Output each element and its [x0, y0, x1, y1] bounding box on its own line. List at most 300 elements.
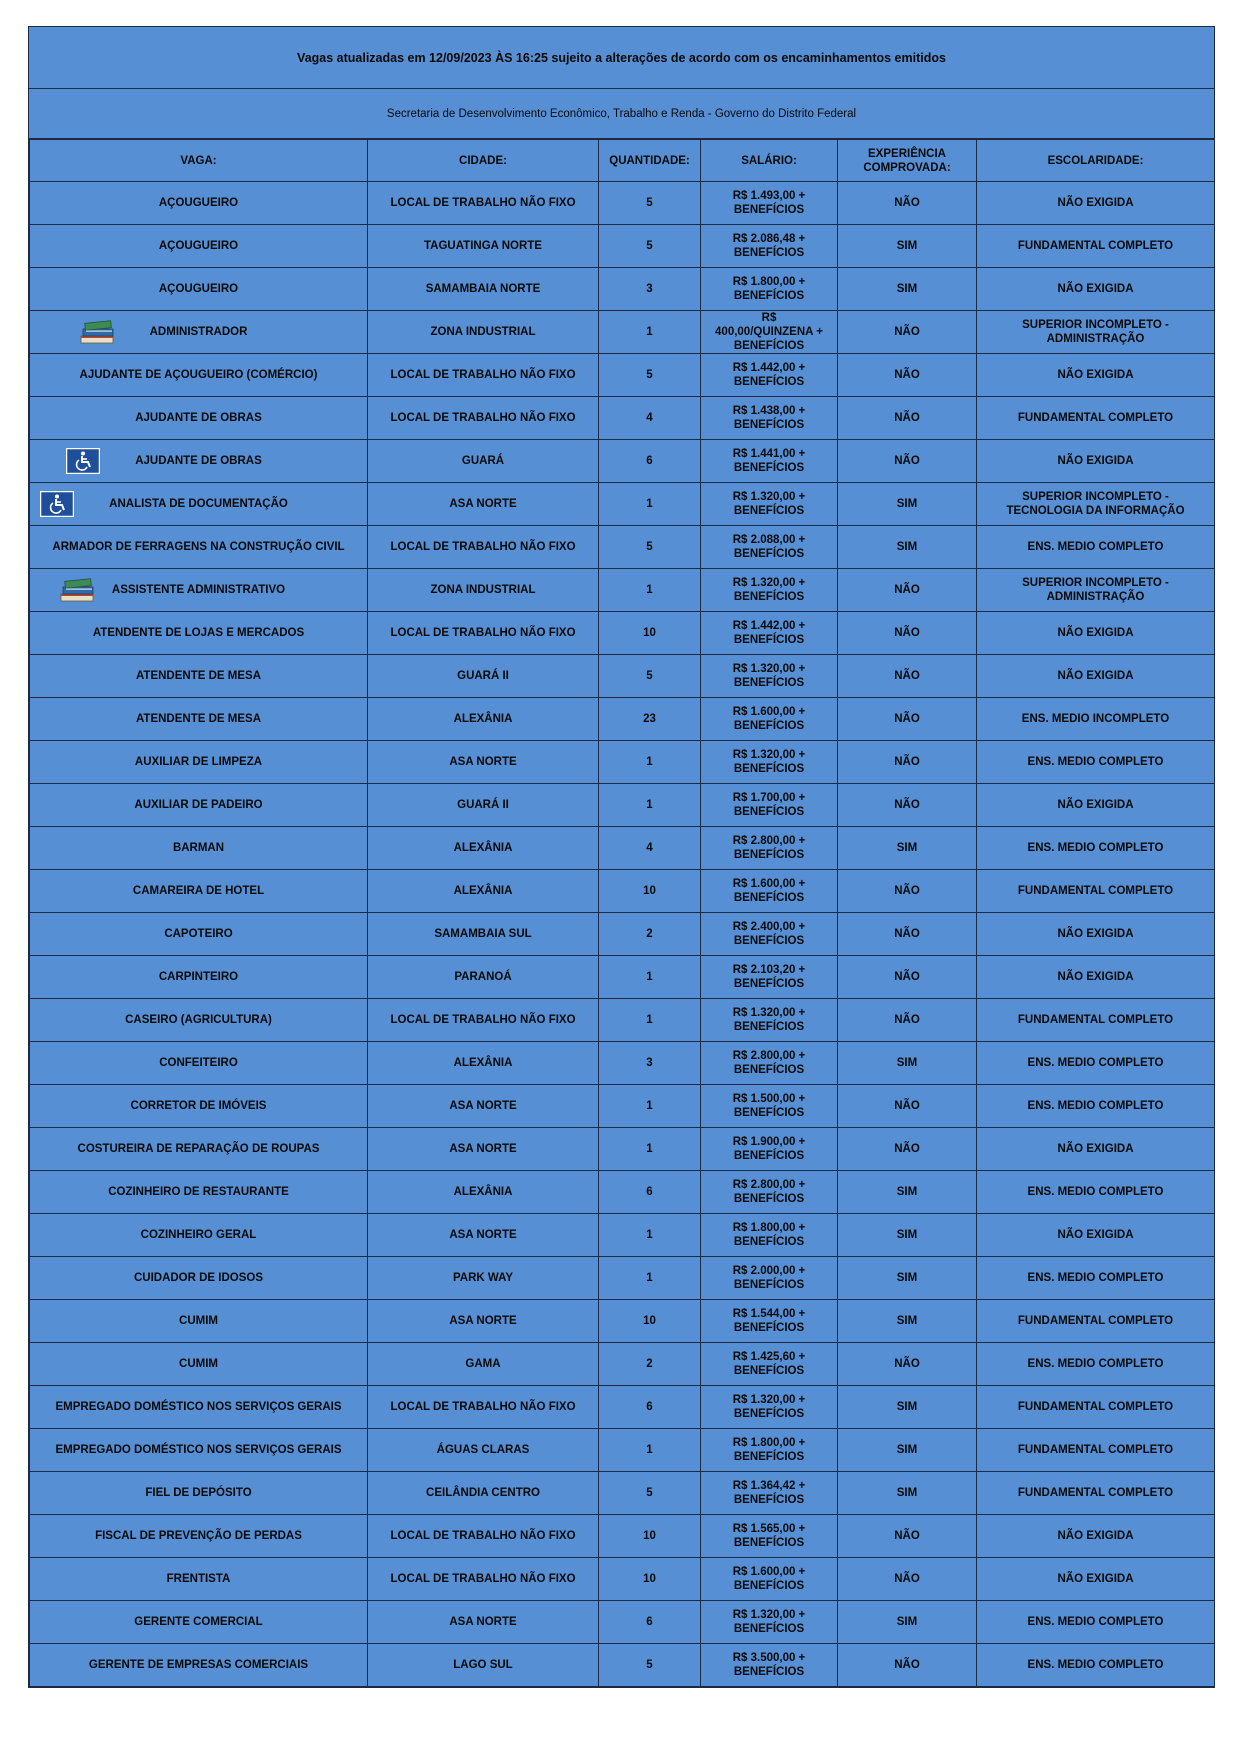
cell-quantidade	[599, 1472, 701, 1515]
cell-text: R$ 1.442,00 + BENEFÍCIOS	[732, 620, 806, 646]
cell-vaga	[30, 1343, 368, 1386]
cell-salario	[701, 1472, 838, 1515]
column-header-salario: SALÁRIO:	[701, 140, 838, 182]
cell-vaga	[30, 354, 368, 397]
cell-experiencia	[838, 698, 977, 741]
cell-text: NÃO EXIGIDA	[1057, 928, 1134, 940]
cell-vaga	[30, 1042, 368, 1085]
cell-salario	[701, 569, 838, 612]
cell-salario	[701, 311, 838, 354]
table-row	[30, 741, 1215, 784]
cell-escolaridade	[977, 741, 1215, 784]
cell-vaga	[30, 870, 368, 913]
cell-quantidade	[599, 1343, 701, 1386]
cell-escolaridade	[977, 569, 1215, 612]
cell-text: ASA NORTE	[449, 1100, 517, 1112]
cell-escolaridade	[977, 1214, 1215, 1257]
cell-text: 1	[646, 1143, 653, 1155]
cell-experiencia	[838, 526, 977, 569]
cell-vaga	[30, 569, 368, 612]
cell-escolaridade	[977, 612, 1215, 655]
cell-text: AÇOUGUEIRO	[158, 240, 239, 252]
cell-text: NÃO EXIGIDA	[1057, 197, 1134, 209]
table-row	[30, 268, 1215, 311]
cell-text: NÃO	[894, 627, 920, 639]
update-notice: Vagas atualizadas em 12/09/2023 ÀS 16:25 sujeito a alterações de acordo com os encaminhamentos emitidos	[29, 27, 1214, 89]
cell-escolaridade	[977, 1343, 1215, 1386]
cell-text: CAMAREIRA DE HOTEL	[132, 885, 265, 897]
cell-text: R$ 1.800,00 + BENEFÍCIOS	[732, 1222, 806, 1248]
cell-cidade	[368, 1386, 599, 1429]
cell-cidade	[368, 741, 599, 784]
cell-cidade	[368, 354, 599, 397]
cell-cidade	[368, 1601, 599, 1644]
cell-vaga	[30, 698, 368, 741]
cell-text: ASA NORTE	[449, 1616, 517, 1628]
cell-text: ASA NORTE	[449, 1229, 517, 1241]
cell-text: NÃO EXIGIDA	[1057, 369, 1134, 381]
cell-text: R$ 2.088,00 + BENEFÍCIOS	[732, 534, 806, 560]
cell-text: R$ 1.438,00 + BENEFÍCIOS	[732, 405, 806, 431]
cell-text: AÇOUGUEIRO	[158, 283, 239, 295]
cell-cidade	[368, 1472, 599, 1515]
cell-vaga	[30, 311, 368, 354]
cell-text: NÃO	[894, 971, 920, 983]
cell-vaga	[30, 1558, 368, 1601]
table-row	[30, 440, 1215, 483]
cell-experiencia	[838, 1386, 977, 1429]
cell-text: NÃO	[894, 670, 920, 682]
cell-quantidade	[599, 354, 701, 397]
cell-text: FUNDAMENTAL COMPLETO	[1017, 1487, 1174, 1499]
cell-text: LOCAL DE TRABALHO NÃO FIXO	[390, 1573, 576, 1585]
cell-cidade	[368, 956, 599, 999]
cell-text: GAMA	[465, 1358, 501, 1370]
cell-text: FUNDAMENTAL COMPLETO	[1017, 885, 1174, 897]
cell-text: NÃO	[894, 1100, 920, 1112]
cell-text: LOCAL DE TRABALHO NÃO FIXO	[390, 197, 576, 209]
table-row	[30, 569, 1215, 612]
cell-experiencia	[838, 569, 977, 612]
cell-cidade	[368, 1429, 599, 1472]
cell-text: R$ 1.320,00 + BENEFÍCIOS	[732, 1394, 806, 1420]
books-icon	[78, 317, 118, 347]
cell-experiencia	[838, 1472, 977, 1515]
cell-experiencia	[838, 655, 977, 698]
cell-text: FIEL DE DEPÓSITO	[145, 1487, 252, 1499]
cell-text: R$ 400,00/QUINZENA + BENEFÍCIOS	[715, 312, 823, 352]
cell-text: 1	[646, 326, 653, 338]
cell-text: 1	[646, 584, 653, 596]
cell-vaga	[30, 655, 368, 698]
cell-vaga	[30, 440, 368, 483]
cell-text: ASA NORTE	[449, 498, 517, 510]
cell-text: ZONA INDUSTRIAL	[430, 584, 536, 596]
cell-vaga	[30, 1601, 368, 1644]
cell-text: R$ 1.320,00 + BENEFÍCIOS	[732, 749, 806, 775]
cell-text: FUNDAMENTAL COMPLETO	[1017, 1444, 1174, 1456]
cell-text: SUPERIOR INCOMPLETO - ADMINISTRAÇÃO	[1022, 319, 1169, 345]
cell-escolaridade	[977, 870, 1215, 913]
cell-text: NÃO EXIGIDA	[1057, 1573, 1134, 1585]
cell-quantidade	[599, 1042, 701, 1085]
cell-text: ZONA INDUSTRIAL	[430, 326, 536, 338]
cell-text: 4	[646, 842, 653, 854]
cell-experiencia	[838, 483, 977, 526]
cell-experiencia	[838, 268, 977, 311]
cell-quantidade	[599, 698, 701, 741]
cell-text: CONFEITEIRO	[159, 1057, 238, 1069]
cell-escolaridade	[977, 311, 1215, 354]
cell-text: R$ 2.103,20 + BENEFÍCIOS	[732, 964, 806, 990]
cell-text: LOCAL DE TRABALHO NÃO FIXO	[390, 541, 576, 553]
cell-text: NÃO	[894, 1358, 920, 1370]
cell-text: R$ 2.086,48 + BENEFÍCIOS	[732, 233, 806, 259]
wheelchair-icon	[40, 491, 74, 517]
cell-vaga	[30, 784, 368, 827]
table-row	[30, 1042, 1215, 1085]
cell-vaga	[30, 999, 368, 1042]
cell-text: ENS. MEDIO COMPLETO	[1027, 1272, 1164, 1284]
cell-salario	[701, 1085, 838, 1128]
cell-text: ALEXÂNIA	[453, 842, 513, 854]
cell-cidade	[368, 1171, 599, 1214]
cell-experiencia	[838, 913, 977, 956]
cell-text: 5	[646, 541, 653, 553]
cell-text: GUARÁ	[461, 455, 505, 467]
cell-text: SIM	[896, 1315, 918, 1327]
cell-escolaridade	[977, 1257, 1215, 1300]
cell-experiencia	[838, 1042, 977, 1085]
cell-quantidade	[599, 1128, 701, 1171]
cell-text: FUNDAMENTAL COMPLETO	[1017, 1014, 1174, 1026]
cell-salario	[701, 1214, 838, 1257]
cell-quantidade	[599, 1644, 701, 1687]
cell-cidade	[368, 1214, 599, 1257]
cell-cidade	[368, 440, 599, 483]
cell-experiencia	[838, 1214, 977, 1257]
cell-quantidade	[599, 956, 701, 999]
cell-quantidade	[599, 483, 701, 526]
cell-escolaridade	[977, 827, 1215, 870]
cell-cidade	[368, 526, 599, 569]
table-row	[30, 1558, 1215, 1601]
cell-text: GUARÁ II	[457, 670, 509, 682]
cell-quantidade	[599, 1214, 701, 1257]
cell-quantidade	[599, 569, 701, 612]
cell-escolaridade	[977, 483, 1215, 526]
cell-text: 1	[646, 1014, 653, 1026]
cell-text: 10	[643, 885, 656, 897]
cell-text: LOCAL DE TRABALHO NÃO FIXO	[390, 369, 576, 381]
cell-text: 1	[646, 1100, 653, 1112]
cell-vaga	[30, 827, 368, 870]
cell-text: 5	[646, 1659, 653, 1671]
table-row	[30, 1214, 1215, 1257]
cell-text: SIM	[896, 1229, 918, 1241]
column-header-quantidade: QUANTIDADE:	[599, 140, 701, 182]
cell-salario	[701, 526, 838, 569]
cell-text: SIM	[896, 1272, 918, 1284]
cell-escolaridade	[977, 698, 1215, 741]
cell-text: AJUDANTE DE OBRAS	[135, 412, 262, 424]
cell-salario	[701, 870, 838, 913]
cell-quantidade	[599, 612, 701, 655]
cell-text: ASA NORTE	[449, 1143, 517, 1155]
cell-text: ENS. MEDIO COMPLETO	[1027, 756, 1164, 768]
cell-escolaridade	[977, 526, 1215, 569]
cell-escolaridade	[977, 913, 1215, 956]
cell-quantidade	[599, 397, 701, 440]
cell-vaga	[30, 526, 368, 569]
cell-escolaridade	[977, 1644, 1215, 1687]
cell-salario	[701, 999, 838, 1042]
cell-vaga	[30, 483, 368, 526]
cell-text: COZINHEIRO DE RESTAURANTE	[108, 1186, 289, 1198]
cell-text: SIM	[896, 1444, 918, 1456]
cell-text: CAPOTEIRO	[164, 928, 233, 940]
cell-escolaridade	[977, 956, 1215, 999]
cell-text: AUXILIAR DE PADEIRO	[134, 799, 263, 811]
column-header-experiencia: EXPERIÊNCIA COMPROVADA:	[838, 140, 977, 182]
cell-text: SIM	[896, 1057, 918, 1069]
cell-text: SIM	[896, 541, 918, 553]
cell-text: 3	[646, 283, 653, 295]
cell-escolaridade	[977, 1429, 1215, 1472]
cell-text: ENS. MEDIO COMPLETO	[1027, 541, 1164, 553]
cell-salario	[701, 1515, 838, 1558]
cell-text: NÃO	[894, 197, 920, 209]
table-row	[30, 526, 1215, 569]
cell-escolaridade	[977, 397, 1215, 440]
cell-escolaridade	[977, 1472, 1215, 1515]
cell-text: GERENTE COMERCIAL	[134, 1616, 263, 1628]
table-row	[30, 1128, 1215, 1171]
cell-text: NÃO	[894, 455, 920, 467]
cell-text: 5	[646, 240, 653, 252]
cell-cidade	[368, 311, 599, 354]
cell-text: ENS. MEDIO COMPLETO	[1027, 1616, 1164, 1628]
cell-experiencia	[838, 784, 977, 827]
cell-text: EMPREGADO DOMÉSTICO NOS SERVIÇOS GERAIS	[55, 1401, 342, 1413]
cell-text: 6	[646, 1186, 653, 1198]
table-row	[30, 182, 1215, 225]
cell-experiencia	[838, 1171, 977, 1214]
cell-text: NÃO	[894, 369, 920, 381]
cell-quantidade	[599, 311, 701, 354]
cell-text: BARMAN	[172, 842, 225, 854]
cell-text: PARANOÁ	[454, 971, 512, 983]
cell-text: R$ 1.320,00 + BENEFÍCIOS	[732, 663, 806, 689]
cell-text: NÃO EXIGIDA	[1057, 1530, 1134, 1542]
cell-vaga	[30, 1472, 368, 1515]
cell-escolaridade	[977, 1042, 1215, 1085]
cell-text: NÃO	[894, 1143, 920, 1155]
cell-text: R$ 3.500,00 + BENEFÍCIOS	[732, 1652, 806, 1678]
cell-experiencia	[838, 870, 977, 913]
cell-salario	[701, 827, 838, 870]
cell-cidade	[368, 569, 599, 612]
cell-vaga	[30, 1644, 368, 1687]
cell-text: AUXILIAR DE LIMPEZA	[134, 756, 263, 768]
cell-quantidade	[599, 1429, 701, 1472]
books-icon	[58, 575, 98, 605]
cell-text: NÃO EXIGIDA	[1057, 799, 1134, 811]
cell-experiencia	[838, 1429, 977, 1472]
cell-text: 5	[646, 670, 653, 682]
cell-text: SUPERIOR INCOMPLETO - ADMINISTRAÇÃO	[1022, 577, 1169, 603]
cell-cidade	[368, 1558, 599, 1601]
cell-text: NÃO EXIGIDA	[1057, 670, 1134, 682]
cell-text: R$ 1.320,00 + BENEFÍCIOS	[732, 1609, 806, 1635]
cell-text: 1	[646, 1272, 653, 1284]
cell-text: ATENDENTE DE LOJAS E MERCADOS	[92, 627, 305, 639]
cell-cidade	[368, 870, 599, 913]
cell-salario	[701, 1601, 838, 1644]
table-row	[30, 913, 1215, 956]
cell-text: SIM	[896, 1186, 918, 1198]
cell-text: R$ 1.700,00 + BENEFÍCIOS	[732, 792, 806, 818]
cell-text: NÃO	[894, 1573, 920, 1585]
cell-quantidade	[599, 182, 701, 225]
cell-text: AJUDANTE DE OBRAS	[135, 455, 262, 467]
cell-text: PARK WAY	[452, 1272, 514, 1284]
table-row	[30, 1343, 1215, 1386]
column-header-vaga: VAGA:	[30, 140, 368, 182]
cell-vaga	[30, 1257, 368, 1300]
cell-text: 5	[646, 197, 653, 209]
cell-escolaridade	[977, 225, 1215, 268]
cell-salario	[701, 1386, 838, 1429]
cell-text: 1	[646, 1444, 653, 1456]
cell-text: CARPINTEIRO	[158, 971, 239, 983]
cell-vaga	[30, 1300, 368, 1343]
cell-cidade	[368, 1644, 599, 1687]
cell-text: R$ 2.000,00 + BENEFÍCIOS	[732, 1265, 806, 1291]
cell-text: 6	[646, 455, 653, 467]
cell-quantidade	[599, 655, 701, 698]
cell-experiencia	[838, 1300, 977, 1343]
cell-escolaridade	[977, 784, 1215, 827]
table-row	[30, 1386, 1215, 1429]
cell-text: SIM	[896, 1487, 918, 1499]
cell-salario	[701, 698, 838, 741]
cell-escolaridade	[977, 1085, 1215, 1128]
cell-cidade	[368, 999, 599, 1042]
cell-salario	[701, 1343, 838, 1386]
cell-text: 5	[646, 1487, 653, 1499]
cell-text: NÃO	[894, 1530, 920, 1542]
cell-escolaridade	[977, 999, 1215, 1042]
cell-text: R$ 1.800,00 + BENEFÍCIOS	[732, 276, 806, 302]
cell-text: ALEXÂNIA	[453, 1186, 513, 1198]
cell-text: NÃO EXIGIDA	[1057, 455, 1134, 467]
cell-text: ATENDENTE DE MESA	[135, 670, 262, 682]
cell-experiencia	[838, 311, 977, 354]
cell-salario	[701, 397, 838, 440]
cell-text: NÃO	[894, 326, 920, 338]
cell-text: 1	[646, 971, 653, 983]
cell-text: FRENTISTA	[166, 1573, 231, 1585]
cell-salario	[701, 440, 838, 483]
table-row	[30, 827, 1215, 870]
cell-text: 10	[643, 1530, 656, 1542]
cell-salario	[701, 268, 838, 311]
cell-quantidade	[599, 1300, 701, 1343]
cell-text: FUNDAMENTAL COMPLETO	[1017, 1401, 1174, 1413]
cell-salario	[701, 354, 838, 397]
cell-text: NÃO	[894, 799, 920, 811]
cell-escolaridade	[977, 268, 1215, 311]
table-row	[30, 655, 1215, 698]
cell-escolaridade	[977, 1558, 1215, 1601]
cell-quantidade	[599, 1386, 701, 1429]
column-header-escolaridade: ESCOLARIDADE:	[977, 140, 1215, 182]
cell-vaga	[30, 956, 368, 999]
cell-experiencia	[838, 225, 977, 268]
cell-salario	[701, 655, 838, 698]
cell-text: ENS. MEDIO COMPLETO	[1027, 1186, 1164, 1198]
cell-escolaridade	[977, 1171, 1215, 1214]
cell-text: NÃO	[894, 584, 920, 596]
cell-text: R$ 1.364,42 + BENEFÍCIOS	[732, 1480, 806, 1506]
cell-text: AÇOUGUEIRO	[158, 197, 239, 209]
cell-text: GUARÁ II	[457, 799, 509, 811]
cell-vaga	[30, 1085, 368, 1128]
cell-quantidade	[599, 827, 701, 870]
cell-text: ENS. MEDIO COMPLETO	[1027, 1358, 1164, 1370]
cell-cidade	[368, 268, 599, 311]
cell-quantidade	[599, 440, 701, 483]
cell-quantidade	[599, 1601, 701, 1644]
cell-experiencia	[838, 397, 977, 440]
cell-vaga	[30, 1128, 368, 1171]
cell-experiencia	[838, 354, 977, 397]
cell-text: NÃO EXIGIDA	[1057, 971, 1134, 983]
cell-text: FUNDAMENTAL COMPLETO	[1017, 240, 1174, 252]
cell-text: R$ 2.800,00 + BENEFÍCIOS	[732, 835, 806, 861]
table-row	[30, 784, 1215, 827]
cell-text: R$ 1.493,00 + BENEFÍCIOS	[732, 190, 806, 216]
cell-quantidade	[599, 913, 701, 956]
cell-text: CUIDADOR DE IDOSOS	[133, 1272, 264, 1284]
table-row	[30, 225, 1215, 268]
table-row	[30, 1644, 1215, 1687]
cell-vaga	[30, 182, 368, 225]
cell-quantidade	[599, 741, 701, 784]
cell-salario	[701, 1042, 838, 1085]
cell-salario	[701, 784, 838, 827]
cell-text: AJUDANTE DE AÇOUGUEIRO (COMÉRCIO)	[79, 369, 318, 381]
cell-experiencia	[838, 1601, 977, 1644]
cell-cidade	[368, 698, 599, 741]
cell-text: NÃO	[894, 1659, 920, 1671]
cell-experiencia	[838, 1085, 977, 1128]
cell-salario	[701, 913, 838, 956]
cell-quantidade	[599, 225, 701, 268]
cell-text: LAGO SUL	[453, 1659, 513, 1671]
cell-vaga	[30, 225, 368, 268]
cell-text: EMPREGADO DOMÉSTICO NOS SERVIÇOS GERAIS	[55, 1444, 342, 1456]
cell-text: SAMAMBAIA NORTE	[425, 283, 541, 295]
cell-cidade	[368, 827, 599, 870]
cell-text: TAGUATINGA NORTE	[424, 240, 542, 252]
cell-salario	[701, 1300, 838, 1343]
cell-salario	[701, 956, 838, 999]
cell-quantidade	[599, 1171, 701, 1214]
cell-text: 5	[646, 369, 653, 381]
cell-text: SIM	[896, 240, 918, 252]
